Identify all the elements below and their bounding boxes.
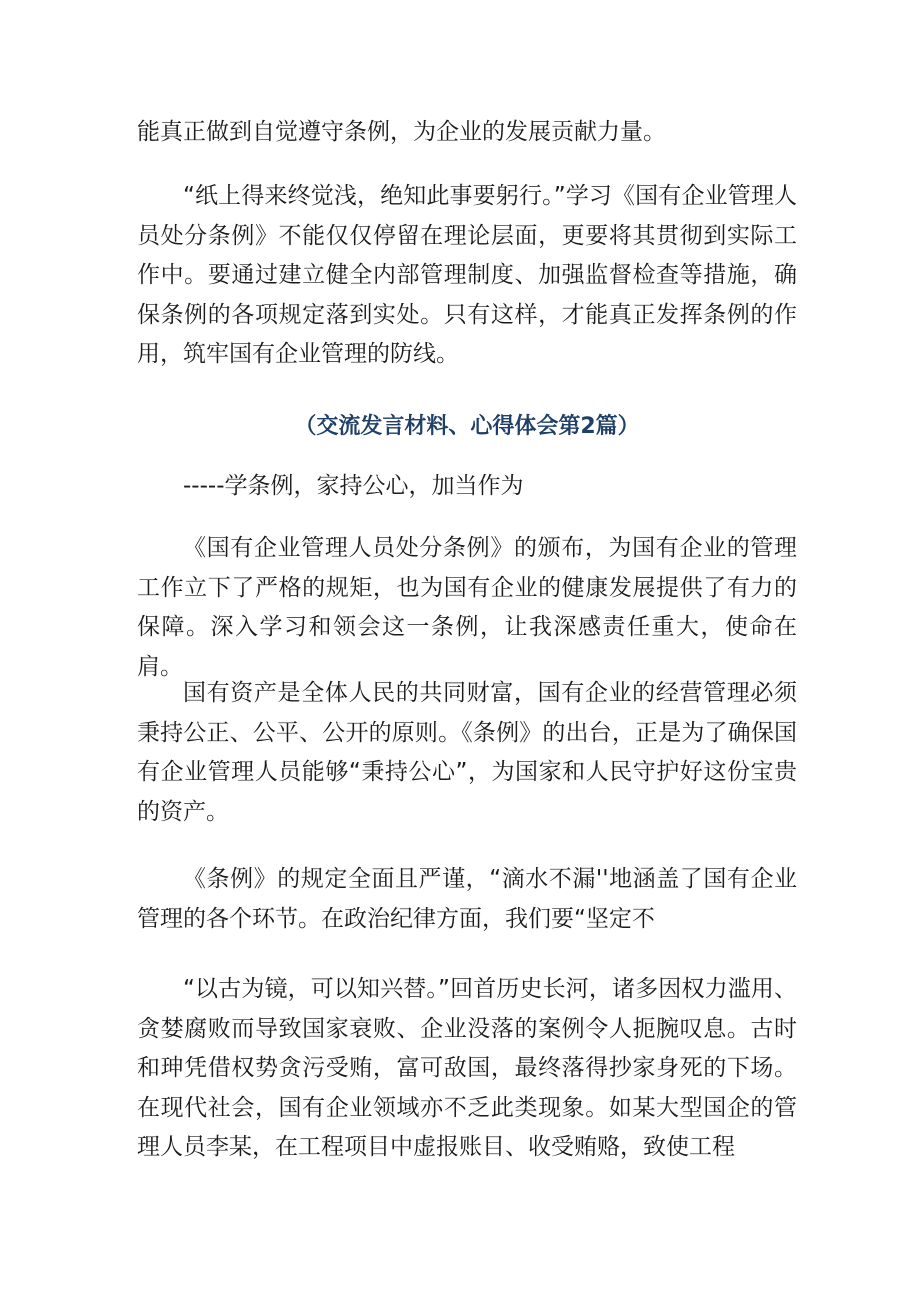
- paragraph-continuation: 能真正做到自觉遵守条例，为企业的发展贡献力量。: [137, 119, 666, 145]
- section-subtitle: -----学条例，家持公心，加当作为: [183, 473, 524, 499]
- paragraph-history-lesson: “以古为镜，可以知兴替。”回首历史长河，诸多因权力滥用、贪婪腐败而导致国家衰败、企业没落的案例令人扼腕叹息。古时和珅凭借权势贪污受贿，富可敌国，最终落得抄家身死的下场。在现代社会，国有企业领域亦不乏此类现象。如某大型国企的管理人员李某，在工程项目中虚报账目、收受贿赂，致使工程: [137, 976, 797, 1160]
- paragraph-state-assets: 国有资产是全体人民的共同财富，国有企业的经营管理必须秉持公正、公平、公开的原则。《条例》的出台，正是为了确保国有企业管理人员能够“秉持公心”，为国家和人民守护好这份宝贵的资产。: [137, 680, 797, 825]
- paragraph-intro: 《国有企业管理人员处分条例》的颁布，为国有企业的管理工作立下了严格的规矩，也为国有企业的健康发展提供了有力的保障。深入学习和领会这一条例，让我深感责任重大，使命在肩。: [137, 535, 797, 680]
- paragraph-practice: “纸上得来终觉浅，绝知此事要躬行。”学习《国有企业管理人员处分条例》不能仅仅停留在理论层面，更要将其贯彻到实际工作中。要通过建立健全内部管理制度、加强监督检查等措施，确保条例的各项规定落到实处。只有这样，才能真正发挥条例的作用，筑牢国有企业管理的防线。: [137, 183, 797, 367]
- section-heading: （交流发言材料、心得体会第2篇）: [294, 414, 640, 439]
- paragraph-regulation-scope: 《条例》的规定全面且严谨，“滴水不漏''地涵盖了国有企业管理的各个环节。在政治纪律方面，我们要“坚定不: [137, 866, 797, 932]
